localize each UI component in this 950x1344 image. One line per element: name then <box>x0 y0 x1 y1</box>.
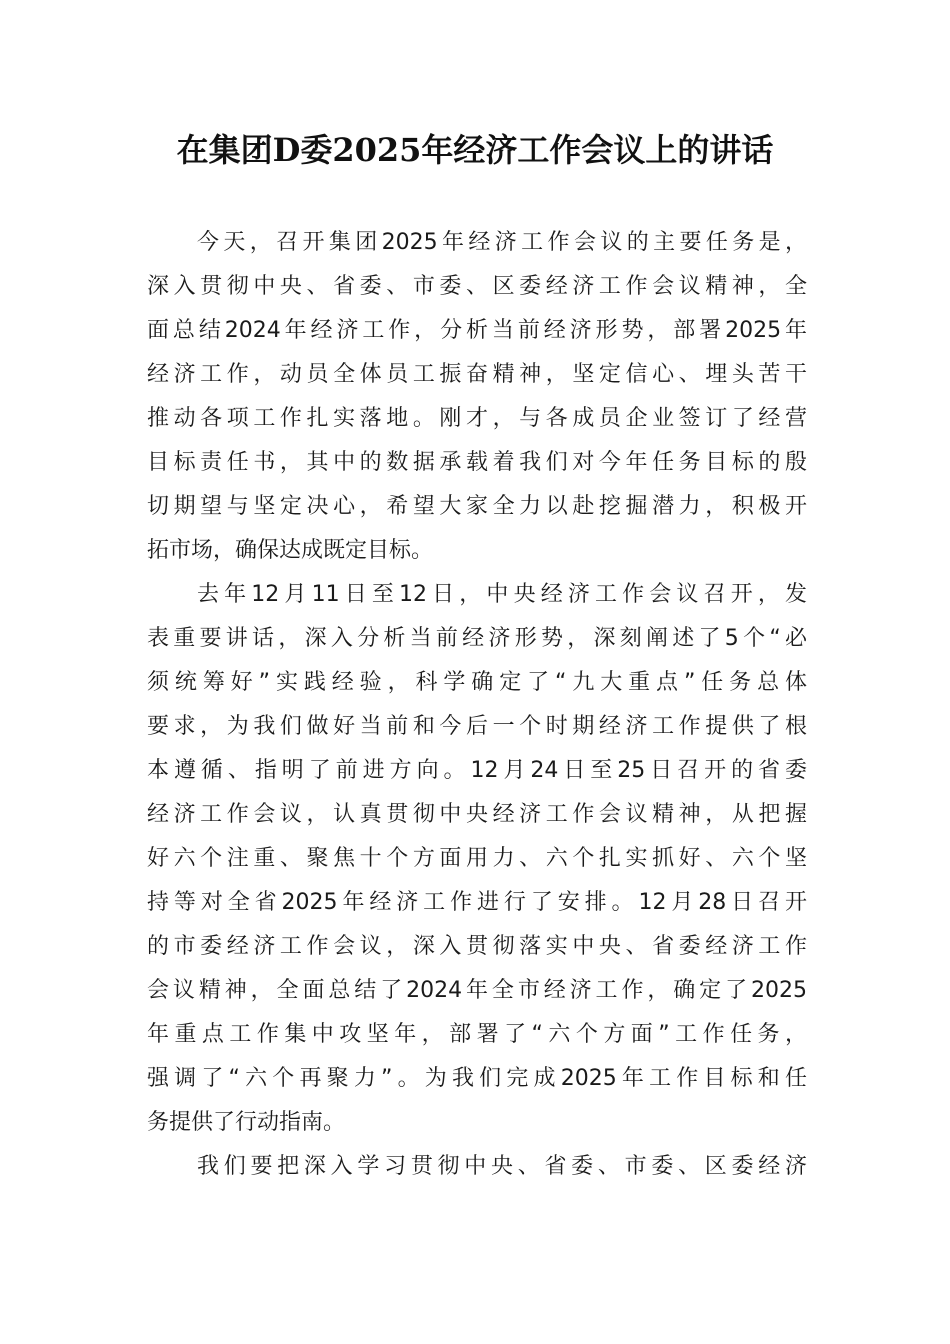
text-line: 表重要讲话，深入分析当前经济形势，深刻阐述了5个“必 <box>147 626 807 651</box>
text-line: 经济工作，动员全体员工振奋精神，坚定信心、埋头苦干 <box>147 362 807 387</box>
document-title: 在集团D委2025年经济工作会议上的讲话 <box>176 131 774 169</box>
text-line: 经济工作会议，认真贯彻中央经济工作会议精神，从把握 <box>147 802 807 827</box>
paragraph-3 <box>147 1145 807 1189</box>
text-line: 好六个注重、聚焦十个方面用力、六个扎实抓好、六个坚 <box>147 846 807 871</box>
text-line: 我们要把深入学习贯彻中央、省委、市委、区委经济 <box>197 1154 807 1179</box>
text-line: 本遵循、指明了前进方向。12月24日至25日召开的省委 <box>147 758 807 783</box>
text-line: 切期望与坚定决心，希望大家全力以赴挖掘潜力，积极开 <box>147 494 807 519</box>
text-line: 会议精神，全面总结了2024年全市经济工作，确定了2025 <box>147 978 807 1003</box>
text-line: 的市委经济工作会议，深入贯彻落实中央、省委经济工作 <box>147 934 807 959</box>
text-line: 强调了“六个再聚力”。为我们完成2025年工作目标和任 <box>147 1066 807 1091</box>
text-line: 推动各项工作扎实落地。刚才，与各成员企业签订了经营 <box>147 406 807 431</box>
text-line: 要求，为我们做好当前和今后一个时期经济工作提供了根 <box>147 714 807 739</box>
text-line: 今天，召开集团2025年经济工作会议的主要任务是， <box>197 230 807 255</box>
text-line: 须统筹好”实践经验，科学确定了“九大重点”任务总体 <box>147 670 807 695</box>
text-line: 去年12月11日至12日，中央经济工作会议召开，发 <box>197 582 807 607</box>
text-line: 深入贯彻中央、省委、市委、区委经济工作会议精神，全 <box>147 274 807 299</box>
text-line: 持等对全省2025年经济工作进行了安排。12月28日召开 <box>147 890 807 915</box>
text-line: 务提供了行动指南。 <box>147 1110 346 1135</box>
paragraph-2 <box>147 573 807 1145</box>
document-body <box>147 221 807 1189</box>
text-line: 目标责任书，其中的数据承载着我们对今年任务目标的殷 <box>147 450 807 475</box>
text-line: 面总结2024年经济工作，分析当前经济形势，部署2025年 <box>147 318 807 343</box>
text-line: 年重点工作集中攻坚年，部署了“六个方面”工作任务， <box>147 1022 807 1047</box>
text-line: 拓市场，确保达成既定目标。 <box>147 538 434 563</box>
paragraph-1 <box>147 221 807 573</box>
